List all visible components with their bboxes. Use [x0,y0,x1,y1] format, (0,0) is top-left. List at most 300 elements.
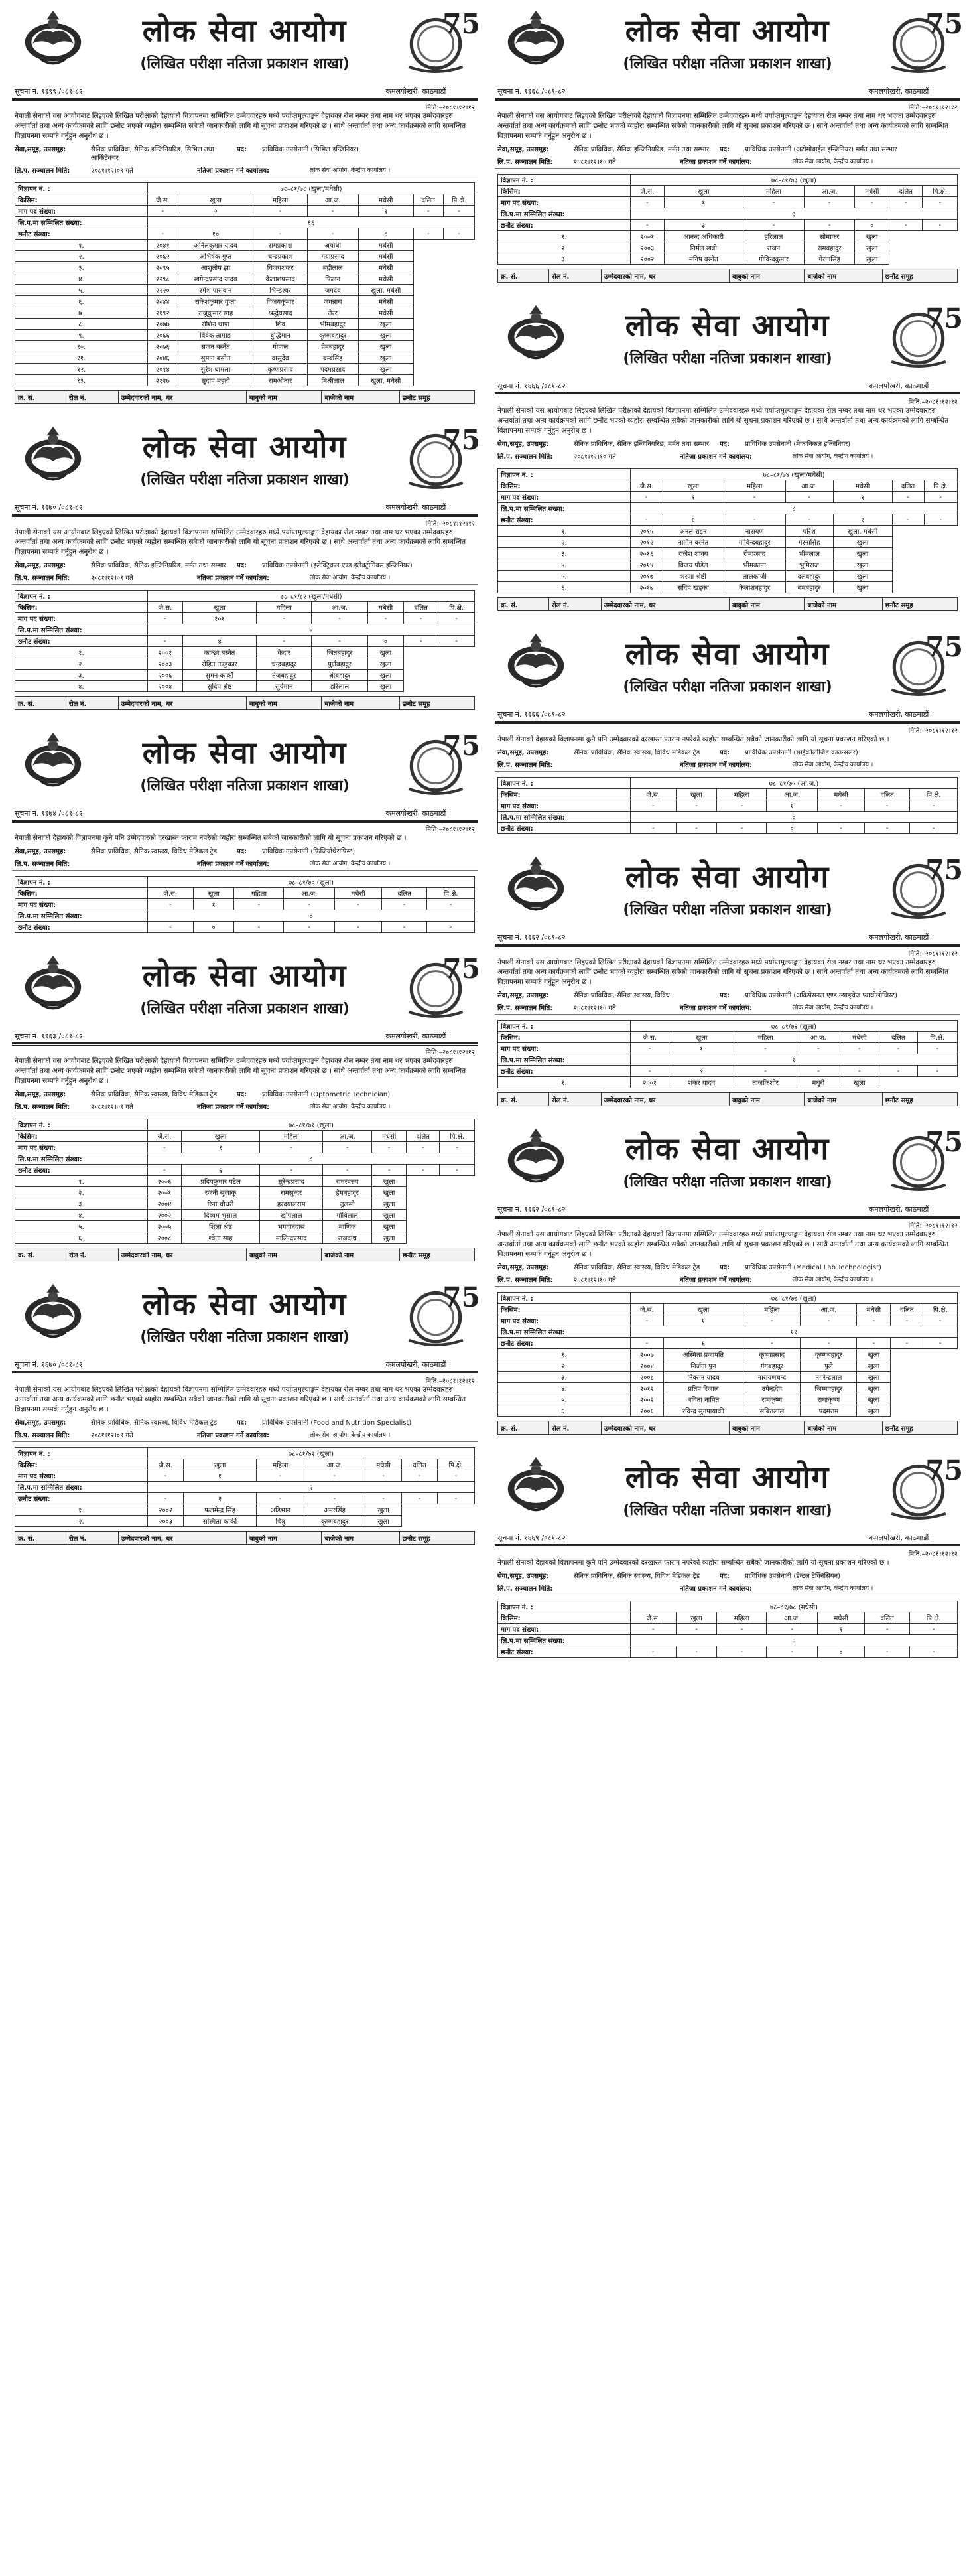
cell-roll: २००७ [631,1349,664,1360]
candidate-row [15,352,475,364]
posts-cell: - [148,1470,184,1482]
exam-row [12,573,478,585]
category-head: खुला [664,186,743,197]
post-value: प्राविधिक उपसेनानी (साईकोलोजिष्ट काउन्सलर) [745,749,858,756]
service-row [12,1419,478,1427]
selected-cell: - [257,636,312,647]
intro-paragraph: नेपाली सेनाको यस आयोगबाट लिइएको लिखित परीक्षाको देहायको विज्ञापनमा सम्मिलित उम्मेदवारहरु मध्ये पर्याप्तमूल्याङ्कन देहायका रोल नम्बर तथा नाम थर भएका उम्मेदवारहरु अन्तर्वार्ता तथा अन्य कार्यक्रमको लागि छनौट भएको व्यहोरा सम्बन्धित सबैको जानकारीको लागि यो सूचना प्रकाशन गरिएको छ । साथै अन्तर्वार्ता तथा अन्य कार्यक्रमको लागि सम्बन्धित विज्ञापनमा सम्पर्क गर्नुहुन अनुरोध छ । [15,528,466,556]
cell-group: खुला [855,242,889,253]
ref-row [495,85,960,97]
col-sn: क्र. सं. [15,391,66,404]
office-address: कमलपोखरी, काठमाडौं । [385,86,451,96]
col-father: बाबुको नाम [729,269,805,283]
category-head: खुला [676,1612,717,1624]
post-value: प्राविधिक उपसेनानी (अटोमोबाईल इन्जिनियर) मर्मत तथा सम्भार [745,146,897,153]
posts-cell: - [717,800,767,812]
posts-cell: - [864,800,909,812]
col-father: बाबुको नाम [246,391,322,404]
notice-date: मिति:–२०८१।१२।१२ [425,520,475,528]
notice-header [495,0,963,85]
selected-row [498,1646,958,1658]
appeared-label: लि.प.मा सम्मिलित संख्या: [15,624,148,636]
candidate-table [497,1421,958,1435]
category-head: आ.ज. [805,186,855,197]
category-head: दलित [864,789,909,800]
cell-group: खुला [367,647,403,658]
cell-grandfather: गोविलाल [323,1210,372,1221]
org-title: लोक सेवा आयोग [625,1131,830,1167]
exam-date-label: लि.प. सञ्चालन मिति: [15,167,70,175]
cell-roll: २०४१ [148,240,178,251]
selected-cell: - [724,514,785,526]
pub-office-value: लोक सेवा आयोग, केन्द्रीय कार्यालय । [793,453,873,460]
cell-name: रिना चौधरी [181,1198,259,1210]
adv-label: विज्ञापन नं. : [15,1448,148,1459]
office-address: कमलपोखरी, काठमाडौं । [868,86,934,96]
cell-sn: ३. [498,548,631,559]
org-title: लोक सेवा आयोग [142,958,348,993]
category-head: मधेसी [833,480,892,492]
cell-roll: २००२ [148,1210,182,1221]
cell-father: सबितलाल [743,1405,801,1417]
cell-sn: ४. [498,1383,631,1394]
posts-cell: - [440,1142,475,1153]
service-value: सैनिक प्राविधिक, सैनिक स्वास्थ्य, विविध मेडिकल ट्रेड [91,848,218,855]
cell-sn: ६. [15,1232,148,1244]
cell-sn: २. [15,251,148,262]
cell-grandfather: जिम्मवहादुर [801,1383,857,1394]
cell-name: मनिष बस्नेत [664,253,743,265]
selected-cell: - [335,922,382,933]
appeared-value: ८ [631,503,958,514]
category-row [15,602,475,613]
posts-row [15,1470,475,1482]
appeared-row [498,812,958,823]
category-head: महिला [234,888,284,899]
candidate-row [498,1349,958,1360]
col-sn: क्र. सं. [15,1532,66,1545]
notice-date: मिति:–२०८१।१२।१२ [908,104,958,111]
cell-name: विजय पौडेल [663,559,724,571]
result-notice [491,295,964,614]
cell-father: भीमकान्त [724,559,785,571]
adv-value: ७८–८१/७३ (खुला) [631,175,958,186]
selected-cell: - [443,228,474,240]
category-row [498,789,958,800]
intro-paragraph: नेपाली सेनाको देहायको विज्ञापनमा कुनै पनि उम्मेदवारको दरखास्त फाराम नपरेको व्यहोरा सम्बन्धित सबैको जानकारीको लागि यो सूचना प्रकाशन गरिएको छ । [497,1559,889,1567]
cell-name: अस्मिता प्रजापति [663,1349,743,1360]
category-head: दलित [407,1131,440,1142]
col-group: छनौट समूह [882,1093,957,1106]
header-rule [495,1544,960,1547]
cell-sn: १०. [15,341,148,352]
col-roll: रोल नं. [66,391,119,404]
notice-number: सूचना नं. १६७० /०८१-८२ [15,502,83,512]
cell-group: खुला [833,571,892,582]
cell-grandfather: भीमलाल [785,548,833,559]
selected-cell: - [864,823,909,834]
selected-cell: - [631,1646,677,1658]
notice-number: सूचना नं. १६६६ /०८१-८२ [497,709,566,719]
cell-group: खुला [372,1176,407,1187]
posts-cell: - [148,206,178,217]
candidate-table [497,269,958,283]
post-value: प्राविधिक उपसेनानी (Optometric Technician) [262,1091,391,1098]
posts-cell: - [335,899,382,910]
cell-group: खुला [365,1504,402,1516]
cell-father: अडिभान [257,1504,304,1516]
col-roll: रोल नं. [66,1248,119,1261]
col-group: छनौट समूह [882,1421,957,1435]
notice-date: मिति:–२०८१।१२।१२ [908,1551,958,1558]
posts-cell: - [260,1142,323,1153]
service-row [495,991,960,1000]
cell-grandfather: परिश [785,526,833,537]
posts-cell: - [284,899,335,910]
cell-roll: २०१६ [631,548,663,559]
header-rule [12,98,478,101]
service-value: सैनिक प्राविधिक, सैनिक स्वास्थ्य, विविध [574,992,670,999]
cell-name: रमेश पासवान [178,285,253,296]
vacancy-table [497,174,958,265]
category-head: मधेसी [855,186,889,197]
notice-number: सूचना नं. १६६२ /०८१-८२ [497,1204,566,1214]
service-value: सैनिक प्राविधिक, सैनिक इन्जिनियरिङ, मर्मत तथा सम्भार [91,562,227,569]
cell-grandfather: राजदाथ [323,1232,372,1244]
pub-office-label: नतिजा प्रकाशन गर्ने कार्यालय: [197,1432,270,1439]
candidate-header-row [498,1093,958,1106]
category-label: किसिम: [15,1131,148,1142]
cell-group: मधेसी [358,262,413,273]
candidate-row [498,231,958,242]
cell-group: मधेसी [358,251,413,262]
cell-group: खुला [855,231,889,242]
cell-group: खुला [855,253,889,265]
service-label: सेवा,समूह, उपसमूह: [15,146,66,153]
adv-value: ७८–८१/७८ (मधेसी) [631,1601,958,1612]
ref-row [12,807,478,819]
category-head: आ.ज. [801,1304,857,1315]
candidate-header-row [498,1421,958,1435]
category-head: महिला [257,1459,304,1470]
anniversary-emblem-icon [402,727,480,796]
selected-cell: ० [367,636,403,647]
cell-father: ताजकिशोर [734,1077,797,1088]
pub-office-value: लोक सेवा आयोग, केन्द्रीय कार्यालय । [310,1432,391,1439]
cell-grandfather: राधाकृष्ण [801,1394,857,1405]
selected-cell: २ [184,1493,257,1504]
selected-label: छनौट संख्या: [15,922,148,933]
posts-cell: - [864,1624,909,1635]
category-head: पि.क्षे. [910,789,958,800]
col-grandfather: बाजेको नाम [805,269,882,283]
cell-sn: ४. [15,1210,148,1221]
pub-office-value: लोक सेवा आयोग, केन्द्रीय कार्यालय । [793,762,873,768]
selected-cell: - [365,1493,402,1504]
category-label: किसिम: [15,194,148,206]
service-value: सैनिक प्राविधिक, सैनिक स्वास्थ्य, विविध मेडिकल ट्रेड [574,749,700,756]
exam-row [495,451,960,463]
cell-grandfather: भुमिराज [785,559,833,571]
selected-cell: - [910,1646,958,1658]
col-group: छनौट समूह [399,1532,474,1545]
branch-title: (लिखित परीक्षा नतिजा प्रकाशन शाखा) [623,679,832,695]
selected-cell: - [923,220,958,231]
appeared-label: लि.प.मा सम्मिलित संख्या: [498,208,631,220]
intro-paragraph: नेपाली सेनाको यस आयोगबाट लिइएको लिखित परीक्षाको देहायको विज्ञापनमा सम्मिलित उम्मेदवारहरु मध्ये पर्याप्तमूल्याङ्कन देहायका रोल नम्बर तथा नाम थर भएका उम्मेदवारहरु अन्तर्वार्ता तथा अन्य कार्यक्रमको लागि छनौट भएको व्यहोरा सम्बन्धित सबैको जानकारीको लागि यो सूचना प्रकाशन गरिएको छ । साथै अन्तर्वार्ता तथा अन्य कार्यक्रमको लागि सम्बन्धित विज्ञापनमा सम्पर्क गर्नुहुन अनुरोध छ । [497,407,949,435]
selected-cell: - [923,1338,958,1349]
post-label: पद: [720,992,730,999]
cell-name: खगेन्द्रप्रसाद यादव [178,273,253,285]
selected-row [15,1165,475,1176]
candidate-row [15,1221,475,1232]
candidate-row [15,285,475,296]
service-label: सेवा,समूह, उपसमूह: [497,1264,549,1271]
category-head: जै.स. [631,1032,669,1043]
candidate-header-row [15,391,475,404]
cell-group: खुला [833,559,892,571]
exam-date-label: लि.प. सञ्चालन मिति: [497,762,553,769]
candidate-row [15,647,475,658]
col-name: उम्मेदवारको नाम, थर [118,697,246,710]
cell-name: रविन्द्र सुनपायाकी [663,1405,743,1417]
posts-cell: - [910,800,958,812]
branch-title: (लिखित परीक्षा नतिजा प्रकाशन शाखा) [140,56,350,72]
selected-cell: - [253,228,307,240]
category-head: जै.स. [631,789,677,800]
anniversary-number: 75 [925,302,963,334]
cell-father: विजयशंकर [253,262,307,273]
vacancy-table [15,876,475,933]
exam-date-label: लि.प. सञ्चालन मिति: [497,1277,553,1284]
col-name: उम्मेदवारको नाम, थर [601,269,729,283]
cell-sn: ३. [498,253,631,265]
selected-label: छनौट संख्या: [498,823,631,834]
post-label: पद: [237,1419,247,1427]
candidate-header-row [498,598,958,611]
col-sn: क्र. सं. [498,1093,549,1106]
candidate-row [498,1394,958,1405]
posts-row [15,1142,475,1153]
adv-value: ७८–८१/७६ (खुला) [631,1021,958,1032]
posts-cell: - [253,206,307,217]
posts-cell: - [924,492,957,503]
cell-name: दिव्यम भुसाल [181,1210,259,1221]
selected-cell: ० [193,922,234,933]
appeared-value: ० [631,1635,958,1646]
selected-row [15,636,475,647]
cell-name: अनल राइन [663,526,724,537]
post-label: पद: [237,562,247,569]
adv-value: ७८–८१/७२ (खुला) [148,1448,475,1459]
intro-paragraph: नेपाली सेनाको यस आयोगबाट लिइएको लिखित परीक्षाको देहायको विज्ञापनमा सम्मिलित उम्मेदवारहरु मध्ये पर्याप्तमूल्याङ्कन देहायका रोल नम्बर तथा नाम थर भएका उम्मेदवारहरु अन्तर्वार्ता तथा अन्य कार्यक्रमको लागि छनौट भएको व्यहोरा सम्बन्धित सबैको जानकारीको लागि यो सूचना प्रकाशन गरिएको छ । साथै अन्तर्वार्ता तथा अन्य कार्यक्रमको लागि सम्बन्धित विज्ञापनमा सम्पर्क गर्नुहुन अनुरोध छ । [497,112,949,140]
cell-father: बुद्धिमान [253,330,307,341]
branch-title: (लिखित परीक्षा नतिजा प्रकाशन शाखा) [140,1329,350,1346]
category-label: किसिम: [15,888,148,899]
post-value: प्राविधिक उपसेनानी (अकिपेसनल एण्ड ल्याङ्वेज प्याथोलोजिस्ट) [745,992,898,999]
service-row [495,145,960,154]
service-label: सेवा,समूह, उपसमूह: [15,1419,66,1427]
posts-row [15,613,475,624]
selected-cell: - [879,1066,918,1077]
posts-cell: - [307,206,358,217]
col-sn: क्र. सं. [15,1248,66,1261]
posts-label: माग पद संख्या: [15,1142,148,1153]
cell-father: रामसुन्दर [260,1187,323,1198]
selected-row [498,514,958,526]
cell-name: नागिन बस्नेत [663,537,724,548]
cell-father: कृष्णप्रसाद [253,364,307,375]
cell-grandfather: फिलन [307,273,358,285]
notice-date: मिति:–२०८१।१२।१२ [425,104,475,111]
pub-office-label: नतिजा प्रकाशन गर्ने कार्यालय: [680,159,753,166]
cell-father: भगवानदास [260,1221,323,1232]
cell-father: तेजबहादुर [257,670,312,681]
cell-father: लालकाजी [724,571,785,582]
candidate-row [498,1405,958,1417]
cell-roll: २००३ [148,1516,184,1527]
selected-cell: - [631,220,665,231]
col-grandfather: बाजेको नाम [805,598,882,611]
col-roll: रोल नं. [549,598,602,611]
exam-row [12,1430,478,1442]
selected-cell: - [148,1493,184,1504]
cell-sn: ६. [15,296,148,307]
selected-cell: - [148,228,178,240]
category-head: आ.ज. [323,1131,372,1142]
posts-cell: १ [663,492,724,503]
cell-group: खुला [857,1383,891,1394]
cell-group: मधेसी [358,296,413,307]
cell-roll: २०१२ [631,1383,664,1394]
intro-paragraph: नेपाली सेनाको देहायको विज्ञापनमा कुनै पनि उम्मेदवारको दरखास्त फाराम नपरेको व्यहोरा सम्बन्धित सबैको जानकारीको लागि यो सूचना प्रकाशन गरिएको छ । [15,834,407,842]
posts-cell: - [631,197,665,208]
cell-father: चित्रु [257,1516,304,1527]
selected-label: छनौट संख्या: [15,636,148,647]
category-head: मधेसी [335,888,382,899]
category-row [498,1304,958,1315]
pub-office-label: नतिजा प्रकाशन गर्ने कार्यालय: [680,1277,753,1284]
cell-name: सुदिप श्रेष्ठ [182,681,256,692]
selected-cell: १० [178,228,253,240]
cell-name: सुदाप महतो [178,375,253,386]
service-value: सैनिक प्राविधिक, सैनिक इन्जिनियरिङ, मर्मत तथा सम्भार [574,441,710,448]
selected-row [498,1066,958,1077]
pub-office-label: नतिजा प्रकाशन गर्ने कार्यालय: [680,762,753,769]
category-row [498,480,958,492]
cell-grandfather: जगन्नाथ [307,296,358,307]
office-address: कमलपोखरी, काठमाडौं । [868,1533,934,1542]
category-label: किसिम: [498,1032,631,1043]
posts-row [498,1043,958,1054]
notice-header [495,623,963,708]
adv-value: ७८–८१/७० (खुला) [148,877,475,888]
candidate-row [498,548,958,559]
cell-sn: ६. [498,1405,631,1417]
cell-roll: २०७६ [148,341,178,352]
cell-roll: २००१ [148,1187,182,1198]
col-grandfather: बाजेको नाम [805,1421,882,1435]
office-address: कमलपोखरी, काठमाडौं । [385,1031,451,1040]
cell-name: विवेक तामाङ [178,330,253,341]
appeared-value: ० [631,812,958,823]
candidate-table [497,1092,958,1106]
cell-name: निक्सन यादव [663,1372,743,1383]
adv-label: विज्ञापन नं. : [498,175,631,186]
exam-row [12,859,478,871]
result-notice [8,416,482,713]
selected-cell: - [148,922,194,933]
pub-office-label: नतिजा प्रकाशन गर्ने कार्यालय: [197,861,270,868]
candidate-row [15,273,475,285]
cell-group: खुला [358,364,413,375]
posts-cell: २ [178,206,253,217]
selected-cell: - [631,514,663,526]
selected-row [15,1493,475,1504]
appeared-label: लि.प.मा सम्मिलित संख्या: [15,1153,148,1165]
selected-label: छनौट संख्या: [498,514,631,526]
exam-date-label: लि.प. सञ्चालन मिति: [15,861,70,868]
col-group: छनौट समूह [882,598,957,611]
cell-group: खुला, मधेसी [833,526,892,537]
anniversary-emblem-icon [885,5,963,74]
selected-row [15,922,475,933]
cell-father: चन्द्रबहादुर [257,658,312,670]
header-rule [495,98,960,101]
category-head: महिला [260,1131,323,1142]
cell-father: हरिलाल [743,231,804,242]
post-value: प्राविधिक उपसेनानी (सिभिल इन्जिनियर) [262,146,359,153]
office-address: कमलपोखरी, काठमाडौं । [868,932,934,942]
appeared-label: लि.प.मा सम्मिलित संख्या: [498,812,631,823]
service-label: सेवा,समूह, उपसमूह: [497,749,549,756]
posts-cell: - [427,899,475,910]
cell-grandfather: नगरेन्द्रलाल [801,1372,857,1383]
col-father: बाबुको नाम [246,697,322,710]
selected-cell: ० [855,220,889,231]
posts-cell: - [910,1624,958,1635]
selected-cell: - [676,1646,717,1658]
category-head: जै.स. [148,1459,184,1470]
cell-grandfather: हेमबहादुर [323,1187,372,1198]
pub-office-label: नतिजा प्रकाशन गर्ने कार्यालय: [680,1585,753,1593]
selected-cell: - [910,823,958,834]
category-head: महिला [743,186,804,197]
appeared-row [15,1153,475,1165]
appeared-label: लि.प.मा सम्मिलित संख्या: [498,1635,631,1646]
candidate-row [15,1232,475,1244]
cell-father: केदार [257,647,312,658]
anniversary-number: 75 [925,630,963,663]
selected-cell: - [631,823,677,834]
appeared-row [15,217,475,228]
result-notice [8,945,482,1264]
col-roll: रोल नं. [66,697,119,710]
category-head: पि.क्षे. [438,602,475,613]
exam-row [495,1583,960,1595]
category-head: दलित [402,1459,438,1470]
posts-cell: - [840,1043,879,1054]
candidate-row [15,240,475,251]
post-label: पद: [720,1264,730,1271]
posts-cell: - [676,800,717,812]
exam-date-value: २०८१।१२।०९ गते [91,1104,133,1111]
appeared-label: लि.प.मा सम्मिलित संख्या: [498,503,631,514]
cell-group: मधेसी [358,240,413,251]
cell-sn: ५. [15,285,148,296]
cell-roll: २१९२ [148,307,178,319]
post-value: प्राविधिक उपसेनानी (Medical Lab Technologist) [745,1264,881,1271]
